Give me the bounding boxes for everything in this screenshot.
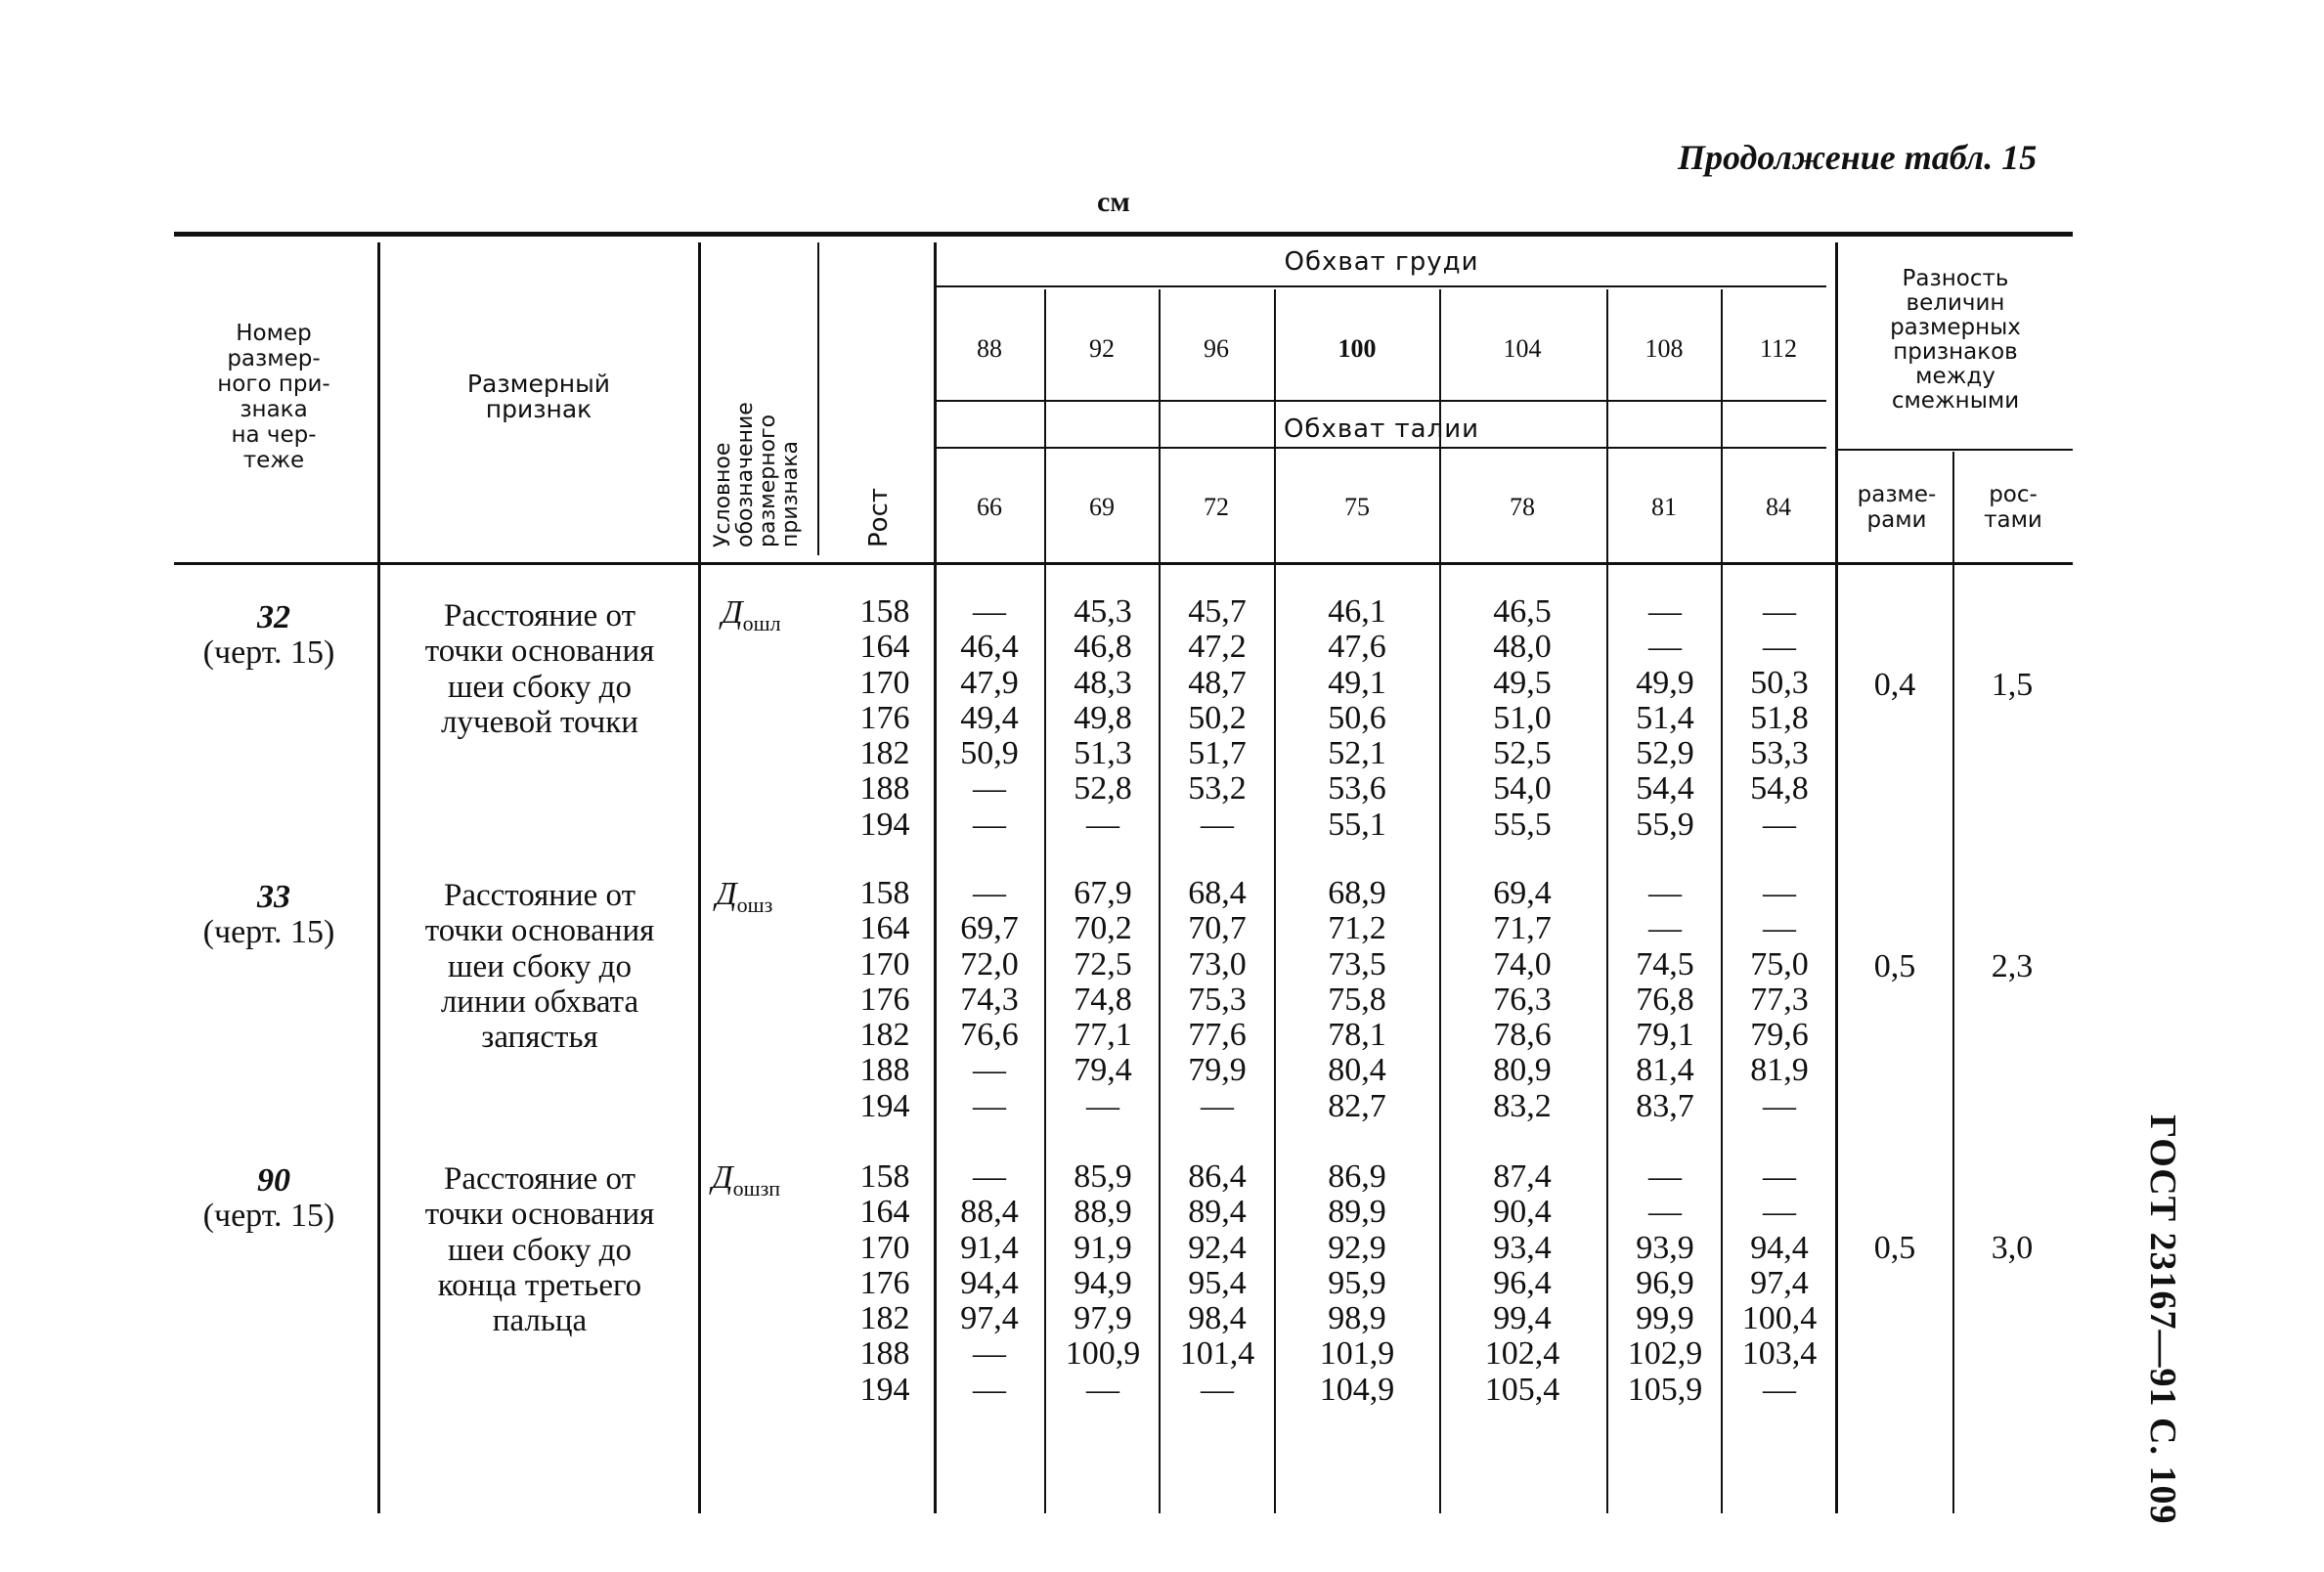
header-waist-group: Обхват талии (1283, 415, 1480, 444)
row-1-col-96: 45,7 47,2 48,7 50,2 51,7 53,2 — (1188, 593, 1247, 843)
row-1-col-92: 45,3 46,8 48,3 49,8 51,3 52,8 — (1074, 593, 1132, 843)
column-divider (1952, 452, 1954, 1513)
row-1-diff-height: 1,5 (1991, 667, 2034, 703)
header-number: Номер размер- ного при- знака на чер- теже (217, 321, 330, 473)
waist-84: 84 (1766, 493, 1791, 521)
row-1-diff-size: 0,4 (1873, 667, 1916, 703)
row-3-col-112: — — 94,4 97,4 100,4 103,4 — (1741, 1158, 1818, 1408)
row-3-diff-size: 0,5 (1873, 1230, 1916, 1266)
header-height: Рост (864, 487, 894, 547)
row-2-heights: 158 164 170 176 182 188 194 (859, 875, 910, 1124)
chest-108: 108 (1644, 334, 1684, 363)
row-2-col-104: 69,4 71,7 74,0 76,3 78,6 80,9 83,2 (1493, 875, 1552, 1124)
difference-rule (1838, 449, 2073, 451)
row-2-col-112: — — 75,0 77,3 79,6 81,9 — (1750, 875, 1809, 1124)
waist-66: 66 (977, 493, 1002, 521)
row-3-drawing: (черт. 15) (202, 1198, 335, 1234)
unit-label: см (1097, 186, 1130, 218)
row-2-col-100: 68,9 71,2 73,5 75,8 78,1 80,4 82,7 (1328, 875, 1386, 1124)
column-divider (1606, 289, 1608, 1513)
column-divider (1274, 289, 1276, 1513)
column-divider (1835, 242, 1838, 1513)
top-rule (174, 232, 2073, 237)
column-divider (1439, 289, 1441, 1513)
row-2-feature: Расстояние от точки основания шеи сбоку до линии обхвата запястья (424, 878, 655, 1056)
row-3-col-100: 86,9 89,9 92,9 95,9 98,9 101,9 104,9 (1319, 1158, 1395, 1408)
row-2-drawing: (черт. 15) (202, 914, 335, 950)
header-feature: Размерный признак (466, 370, 611, 423)
row-2-col-88: — 69,7 72,0 74,3 76,6 — — (960, 875, 1019, 1124)
row-3-col-88: — 88,4 91,4 94,4 97,4 — — (960, 1158, 1019, 1408)
column-divider (1044, 289, 1046, 1513)
row-2-symbol: $Д_{ошз}$ (716, 876, 773, 917)
table-caption: Продолжение табл. 15 (1678, 138, 2038, 177)
waist-72: 72 (1204, 493, 1229, 521)
header-difference: Разность величин размерных признаков между смежными (1890, 266, 2021, 414)
chest-100: 100 (1337, 334, 1377, 363)
waist-78: 78 (1510, 493, 1535, 521)
chest-88: 88 (977, 334, 1002, 363)
column-divider (377, 242, 380, 1513)
header-symbol: Условное обозначение размерного признака (711, 402, 803, 547)
header-bottom-rule (174, 562, 2073, 565)
row-1-drawing: (черт. 15) (202, 634, 335, 671)
chest-112: 112 (1759, 334, 1798, 363)
row-3-col-108: — — 93,9 96,9 99,9 102,9 105,9 (1627, 1158, 1703, 1408)
row-3-diff-height: 3,0 (1991, 1230, 2034, 1266)
row-3-symbol: $Д_{ошзп}$ (712, 1159, 781, 1201)
chest-group-rule (937, 285, 1826, 287)
row-1-col-88: — 46,4 47,9 49,4 50,9 — — (960, 593, 1019, 843)
row-2-number: 33 (257, 879, 290, 915)
chest-values-rule (937, 400, 1826, 402)
header-by-height: рос- тами (1984, 482, 2042, 533)
row-1-symbol: $Д_{ошл}$ (722, 594, 781, 635)
row-3-number: 90 (257, 1162, 290, 1199)
waist-81: 81 (1651, 493, 1677, 521)
column-divider (1159, 289, 1161, 1513)
waist-69: 69 (1089, 493, 1115, 521)
row-1-col-108: — — 49,9 51,4 52,9 54,4 55,9 (1636, 593, 1694, 843)
row-2-col-96: 68,4 70,7 73,0 75,3 77,6 79,9 — (1188, 875, 1247, 1124)
row-1-heights: 158 164 170 176 182 188 194 (859, 593, 910, 843)
waist-75: 75 (1344, 493, 1370, 521)
row-2-col-92: 67,9 70,2 72,5 74,8 77,1 79,4 — (1074, 875, 1132, 1124)
column-divider (817, 242, 819, 555)
row-3-feature: Расстояние от точки основания шеи сбоку до конца третьего пальца (424, 1161, 655, 1339)
header-by-size: разме- рами (1857, 482, 1937, 533)
row-2-diff-size: 0,5 (1873, 948, 1916, 984)
chest-104: 104 (1503, 334, 1542, 363)
column-divider (698, 242, 701, 1513)
row-3-col-104: 87,4 90,4 93,4 96,4 99,4 102,4 105,4 (1484, 1158, 1560, 1408)
row-1-col-100: 46,1 47,6 49,1 50,6 52,1 53,6 55,1 (1328, 593, 1386, 843)
waist-group-rule (937, 447, 1826, 449)
column-divider (1721, 289, 1723, 1513)
chest-92: 92 (1089, 334, 1115, 363)
row-3-heights: 158 164 170 176 182 188 194 (859, 1158, 910, 1408)
row-3-col-96: 86,4 89,4 92,4 95,4 98,4 101,4 — (1179, 1158, 1255, 1408)
row-1-number: 32 (257, 599, 290, 635)
side-page-label: ГОСТ 23167—91 С. 109 (2142, 1114, 2183, 1525)
row-2-diff-height: 2,3 (1991, 948, 2034, 984)
chest-96: 96 (1204, 334, 1229, 363)
row-1-col-112: — — 50,3 51,8 53,3 54,8 — (1750, 593, 1809, 843)
row-3-col-92: 85,9 88,9 91,9 94,9 97,9 100,9 — (1065, 1158, 1141, 1408)
row-1-feature: Расстояние от точки основания шеи сбоку до лучевой точки (424, 598, 655, 740)
row-1-col-104: 46,5 48,0 49,5 51,0 52,5 54,0 55,5 (1493, 593, 1552, 843)
header-chest-group: Обхват груди (1284, 247, 1479, 277)
row-2-col-108: — — 74,5 76,8 79,1 81,4 83,7 (1636, 875, 1694, 1124)
